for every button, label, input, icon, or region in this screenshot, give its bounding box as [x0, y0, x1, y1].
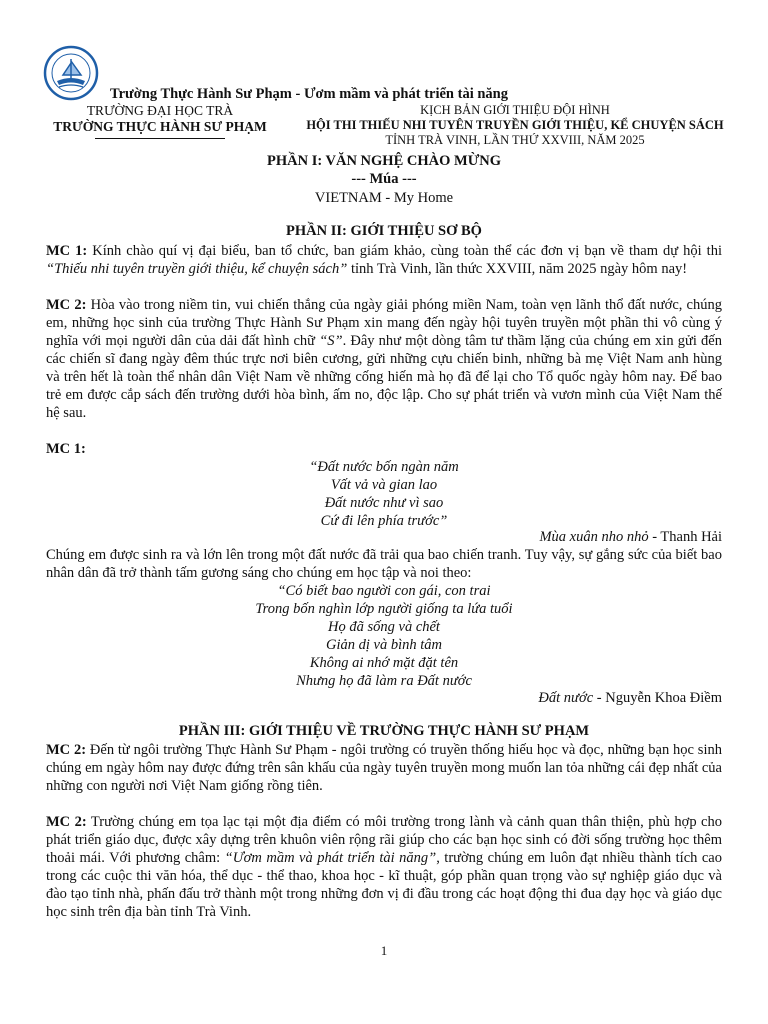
poem2-source-title: Đất nước	[538, 690, 594, 706]
poem-line: Trong bốn nghìn lớp người giống ta lứa tuổi	[255, 601, 513, 617]
between-paragraph: Chúng em được sinh ra và lớn lên trong một đất nước đã trải qua bao chiến tranh. Tuy vậy, sự gắng sức của biết bao nhân dân đã trở thành tấm gương sáng cho chúng em học tập và noi theo:	[46, 547, 722, 581]
header-right-block	[275, 103, 755, 148]
mc1-text-end: tỉnh Trà Vinh, lần thức XXVIII, năm 2025 ngày hôm nay!	[347, 261, 688, 277]
poem-line: Nhưng họ đã làm ra Đất nước	[296, 673, 472, 689]
motto-italic: “Ươm mầm và phát triển tài năng”	[224, 850, 437, 866]
school-logo-icon	[43, 45, 99, 101]
contest-title: HỘI THI THIẾU NHI TUYÊN TRUYỀN GIỚI THIỆU, KỂ CHUYỆN SÁCH	[306, 118, 724, 132]
s-shape-italic: “S”	[319, 333, 343, 349]
header-left-block	[40, 103, 280, 139]
university-name: TRƯỜNG ĐẠI HỌC TRÀ	[86, 103, 234, 118]
mc2-label: MC 2:	[46, 297, 87, 313]
poem1-source	[539, 529, 722, 546]
school-slogan: Trường Thực Hành Sư Phạm - Ươm mầm và phát triển tài năng	[110, 86, 508, 102]
contest-edition: TỈNH TRÀ VINH, LẦN THỨ XXVIII, NĂM 2025	[385, 133, 645, 147]
poem-line: Cứ đi lên phía trước”	[320, 513, 448, 529]
poem-line: Vất vả và gian lao	[330, 477, 438, 493]
part3-title: PHẦN III: GIỚI THIỆU VỀ TRƯỜNG THỰC HÀNH SƯ PHẠM	[178, 723, 590, 739]
script-title: KỊCH BẢN GIỚI THIỆU ĐỘI HÌNH	[420, 103, 610, 117]
mc1b-label: MC 1:	[46, 441, 86, 457]
poem-2	[0, 582, 768, 690]
mc2b-paragraph	[46, 813, 722, 921]
poem1-source-title: Mùa xuân nho nhỏ	[539, 529, 649, 545]
poem-1	[0, 458, 768, 530]
poem-line: Đất nước như vì sao	[324, 495, 444, 511]
part1-song: VIETNAM - My Home	[314, 190, 454, 206]
page-number: 1	[380, 943, 388, 958]
poem-line: “Có biết bao người con gái, con trai	[277, 583, 491, 599]
poem-line: Không ai nhớ mặt đặt tên	[309, 655, 459, 671]
poem2-source-author: - Nguyễn Khoa Điềm	[593, 690, 722, 706]
poem1-source-author: - Thanh Hải	[648, 529, 722, 545]
mc2-paragraph	[46, 296, 722, 422]
poem-line: Giản dị và bình tâm	[326, 637, 442, 653]
part1-title: PHẦN I: VĂN NGHỆ CHÀO MỪNG	[266, 153, 501, 169]
poem-line: Họ đã sống và chết	[328, 619, 440, 635]
mc2a-text: Đến từ ngôi trường Thực Hành Sư Phạm - ngôi trường có truyền thống hiếu học và đọc, những bạn học sinh chúng em ngày hôm nay được đứng trên sân khấu của ngày tuyên truyền mong muốn lan tỏa những cái đẹp nhất của những con người nơi Việt Nam giống rồng tiên.	[46, 742, 722, 794]
mc1-text: Kính chào quí vị đại biểu, ban tổ chức, ban giám khảo, cùng toàn thể các đơn vị bạn về tham dự hội thi	[87, 243, 722, 259]
part1-subtitle: --- Múa ---	[351, 171, 417, 187]
mc1b-paragraph	[46, 440, 722, 458]
contest-name-italic: “Thiếu nhi tuyên truyền giới thiệu, kể chuyện sách”	[46, 261, 348, 277]
mc2-text-end: . Đây như một dòng tâm tư thầm lặng của chúng em xin gửi đến các chiến sĩ đang ngày đêm thúc trực nơi biên cương, gửi những cựu chiến binh, những bà mẹ Việt Nam anh hùng và trên hết là toàn thể nhân dân Việt Nam về những cống hiến mà họ đã để lại cho Tổ quốc ngày hôm nay. Để bao trẻ em được cắp sách đến trường dưới hòa bình, ấm no, độc lập. Cho sự phát triển và vươn mình của Việt Nam thế hệ sau.	[46, 333, 722, 421]
school-name: TRƯỜNG THỰC HÀNH SƯ PHẠM	[53, 119, 267, 134]
mc2-text: Hòa vào trong niềm tin, vui chiến thắng của ngày giải phóng miền Nam, toàn vẹn lãnh thổ đất nước, chúng em, những học sinh của trường Thực Hành Sư Phạm xin mang đến ngày hội tuyên truyền một phần thi vô cùng ý nghĩa với mọi người dân của dải đất hình chữ	[46, 297, 722, 349]
mc1-label: MC 1:	[46, 243, 88, 259]
part2-title: PHẦN II: GIỚI THIỆU SƠ BỘ	[286, 223, 482, 239]
mc1-paragraph	[46, 242, 722, 278]
header-underline	[95, 138, 225, 139]
mc2a-label: MC 2:	[46, 742, 87, 758]
mc2b-text: Trường chúng em tọa lạc tại một địa điểm có môi trường trong lành và cảnh quan thân thiện, phù hợp cho phát triển giáo dục, được xây dựng trên khuôn viên rộng rãi giúp cho các bạn học sinh có đời sống trường học thêm thoải mái. Với phương châm:	[46, 814, 722, 866]
mc2b-text-end: , trường chúng em luôn đạt nhiều thành tích cao trong các cuộc thi văn hóa, thể dục - thể thao, khoa học - kĩ thuật, góp phần quan trọng vào sự nghiệp giáo dục và đào tạo tỉnh nhà, phấn đấu trở thành một trong những đơn vị đi đầu trong các hoạt động thi đua dạy học và giáo dục học sinh trên địa bàn tỉnh Trà Vinh.	[46, 850, 722, 920]
poem-line: “Đất nước bốn ngàn năm	[309, 459, 459, 475]
mc2b-label: MC 2:	[46, 814, 87, 830]
mc2a-paragraph	[46, 741, 722, 795]
poem2-source	[538, 690, 722, 707]
